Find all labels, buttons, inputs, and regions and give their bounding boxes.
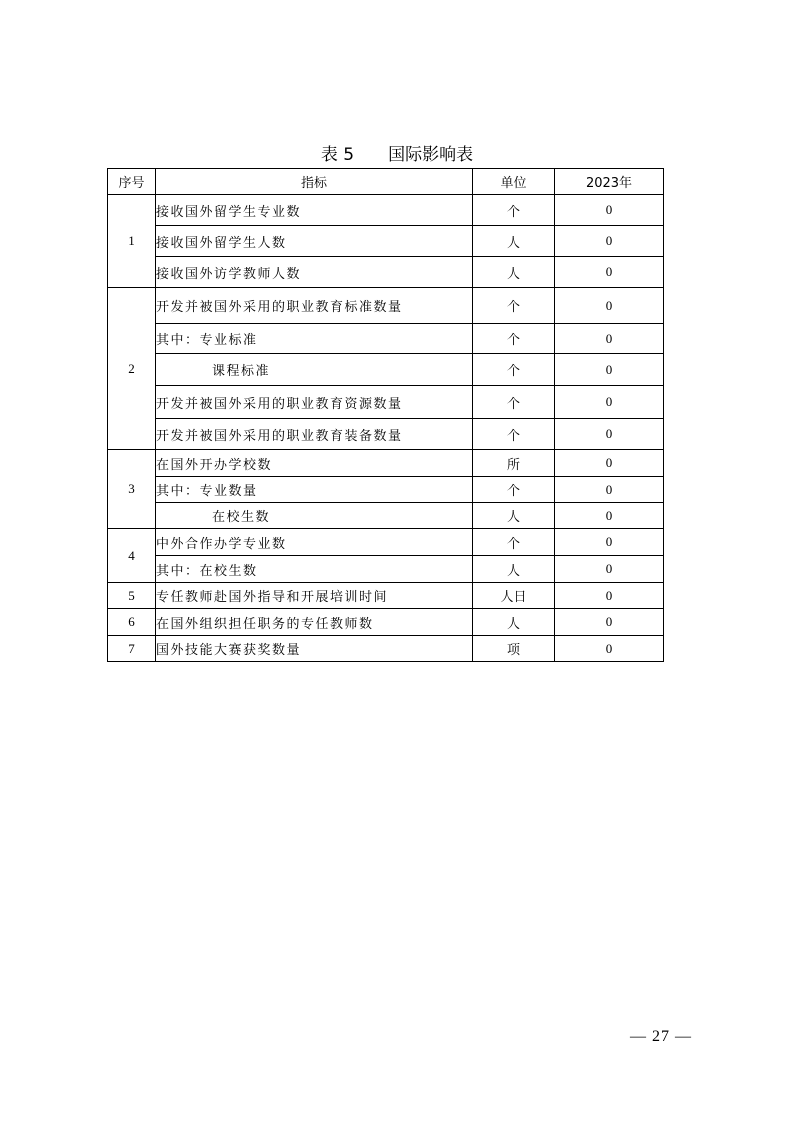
indicator-cell: 接收国外留学生人数 <box>156 226 473 257</box>
indicator-cell: 开发并被国外采用的职业教育装备数量 <box>156 419 473 450</box>
table-row <box>108 450 664 477</box>
value-cell: 0 <box>555 195 664 226</box>
unit-cell: 人 <box>473 556 555 583</box>
unit-cell: 个 <box>473 288 555 324</box>
value-cell: 0 <box>555 226 664 257</box>
value-cell: 0 <box>555 450 664 477</box>
indicator-cell: 接收国外访学教师人数 <box>156 257 473 288</box>
unit-cell: 人 <box>473 609 555 636</box>
seq-cell: 5 <box>108 583 156 609</box>
value-cell: 0 <box>555 288 664 324</box>
value-cell: 0 <box>555 609 664 636</box>
seq-cell: 7 <box>108 636 156 662</box>
value-cell: 0 <box>555 636 664 662</box>
indicator-cell: 课程标准 <box>156 354 473 386</box>
table-row <box>108 386 664 419</box>
header-year: 2023年 <box>555 169 664 195</box>
indicator-cell: 中外合作办学专业数 <box>156 529 473 556</box>
seq-cell: 6 <box>108 609 156 636</box>
value-cell: 0 <box>555 503 664 529</box>
seq-cell: 4 <box>108 529 156 583</box>
table-row <box>108 503 664 529</box>
table-row <box>108 195 664 226</box>
table-name: 国际影响表 <box>388 145 474 165</box>
unit-cell: 个 <box>473 477 555 503</box>
table-row <box>108 583 664 609</box>
indicator-cell: 其中：专业标准 <box>156 324 473 354</box>
table-row <box>108 226 664 257</box>
unit-cell: 个 <box>473 386 555 419</box>
indicator-cell: 其中：在校生数 <box>156 556 473 583</box>
table-row <box>108 288 664 324</box>
indicator-cell: 在国外开办学校数 <box>156 450 473 477</box>
seq-cell: 2 <box>108 288 156 450</box>
value-cell: 0 <box>555 529 664 556</box>
unit-cell: 人 <box>473 257 555 288</box>
unit-cell: 所 <box>473 450 555 477</box>
table-row <box>108 636 664 662</box>
table-number: 表 5 <box>320 145 355 165</box>
unit-cell: 个 <box>473 195 555 226</box>
table-row <box>108 324 664 354</box>
unit-cell: 项 <box>473 636 555 662</box>
value-cell: 0 <box>555 419 664 450</box>
international-influence-table <box>107 168 664 662</box>
indicator-cell: 开发并被国外采用的职业教育标准数量 <box>156 288 473 324</box>
table-row <box>108 354 664 386</box>
unit-cell: 个 <box>473 419 555 450</box>
indicator-cell: 在校生数 <box>156 503 473 529</box>
unit-cell: 个 <box>473 529 555 556</box>
header-indicator: 指标 <box>156 169 473 195</box>
page-number: — 27 — <box>630 1028 692 1045</box>
value-cell: 0 <box>555 257 664 288</box>
indicator-cell: 专任教师赴国外指导和开展培训时间 <box>156 583 473 609</box>
table-row <box>108 257 664 288</box>
table-header-row <box>108 169 664 195</box>
unit-cell: 个 <box>473 324 555 354</box>
indicator-cell: 开发并被国外采用的职业教育资源数量 <box>156 386 473 419</box>
indicator-cell: 国外技能大赛获奖数量 <box>156 636 473 662</box>
unit-cell: 人 <box>473 226 555 257</box>
value-cell: 0 <box>555 583 664 609</box>
header-unit: 单位 <box>473 169 555 195</box>
value-cell: 0 <box>555 477 664 503</box>
table-row <box>108 529 664 556</box>
value-cell: 0 <box>555 556 664 583</box>
seq-cell: 3 <box>108 450 156 529</box>
value-cell: 0 <box>555 324 664 354</box>
unit-cell: 人 <box>473 503 555 529</box>
seq-cell: 1 <box>108 195 156 288</box>
value-cell: 0 <box>555 386 664 419</box>
table-title <box>0 140 794 165</box>
header-seq: 序号 <box>108 169 156 195</box>
value-cell: 0 <box>555 354 664 386</box>
table-row <box>108 556 664 583</box>
indicator-cell: 在国外组织担任职务的专任教师数 <box>156 609 473 636</box>
table-row <box>108 419 664 450</box>
unit-cell: 个 <box>473 354 555 386</box>
table-row <box>108 609 664 636</box>
unit-cell: 人日 <box>473 583 555 609</box>
indicator-cell: 其中：专业数量 <box>156 477 473 503</box>
table-row <box>108 477 664 503</box>
indicator-cell: 接收国外留学生专业数 <box>156 195 473 226</box>
